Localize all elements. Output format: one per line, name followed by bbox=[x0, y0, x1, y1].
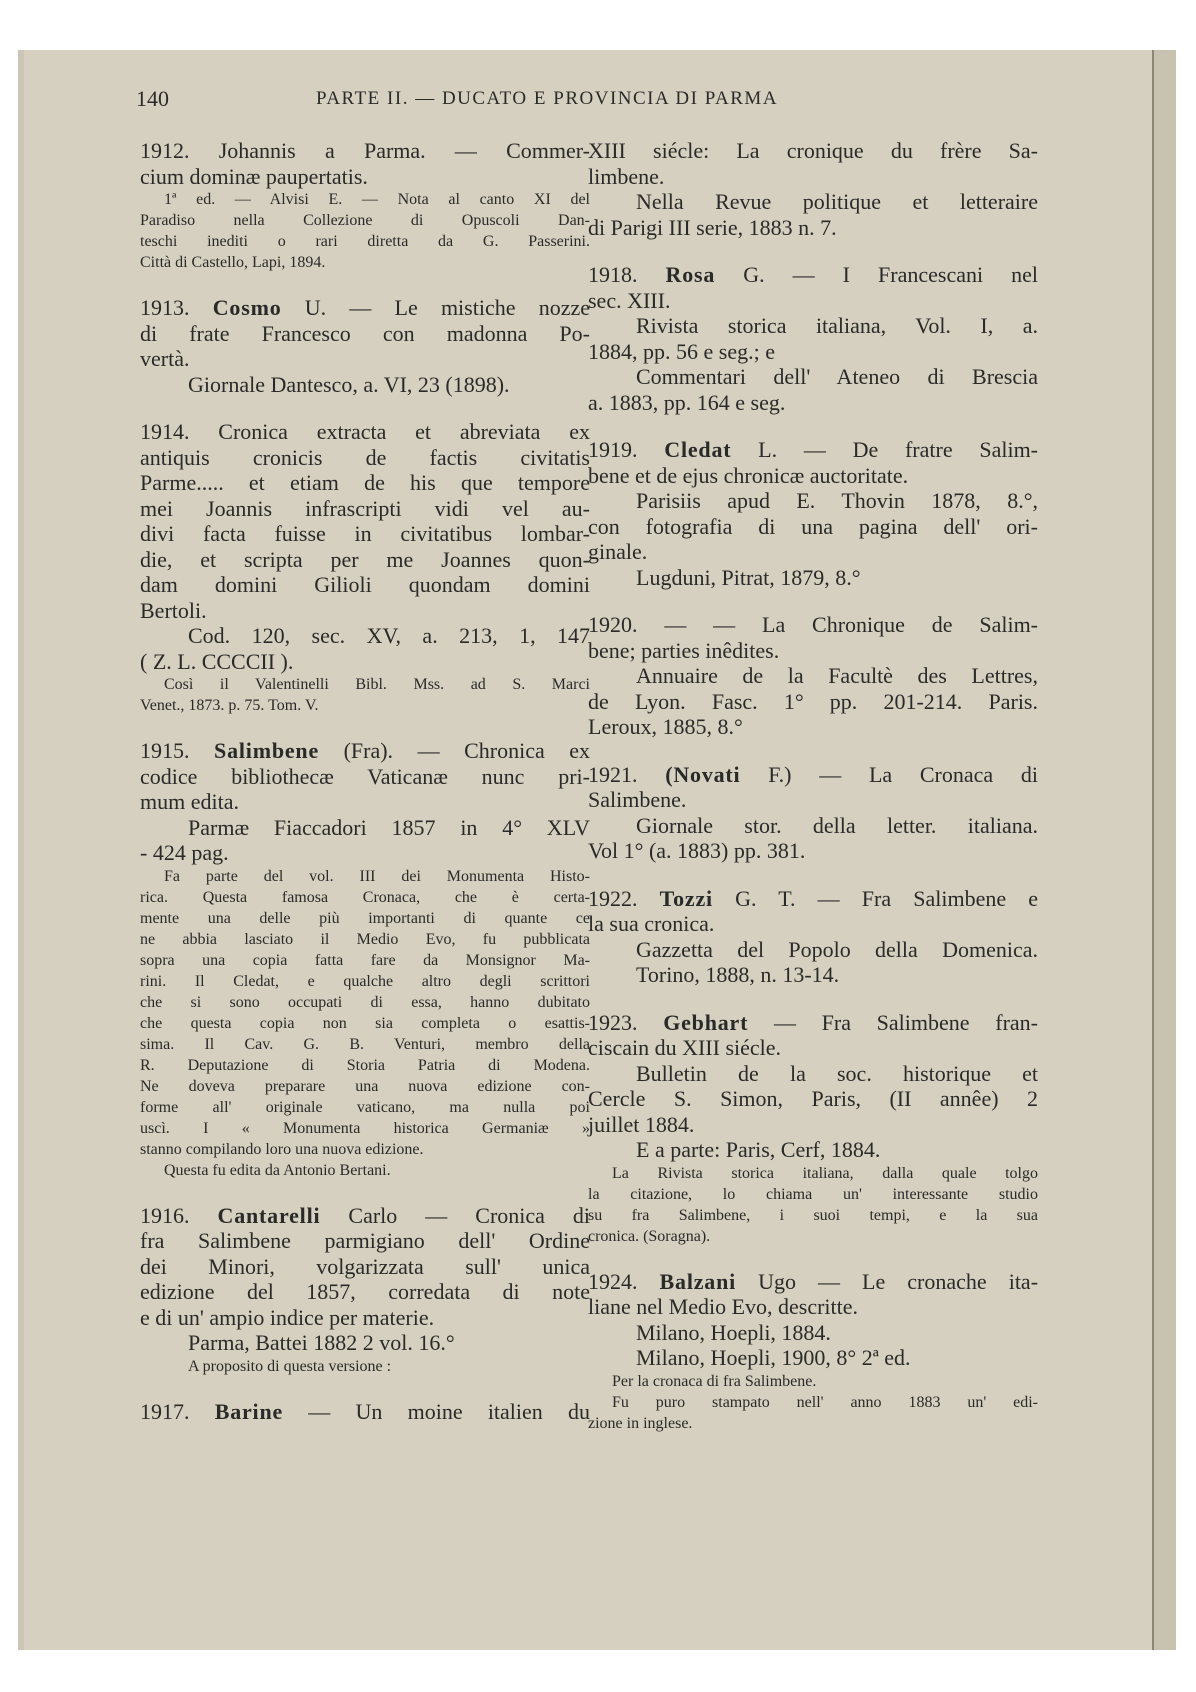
entry-note-line bbox=[588, 1205, 1038, 1226]
line-text: Vol 1° (a. 1883) pp. 381. bbox=[588, 838, 806, 863]
entry-number: 1924. bbox=[588, 1268, 638, 1294]
entry-number: 1913. bbox=[140, 295, 190, 320]
entry-text-line bbox=[588, 1061, 1038, 1087]
line-text: Salimbene. bbox=[588, 787, 687, 812]
line-text: sopra una copia fatta fare da Monsignor Ma- bbox=[140, 951, 590, 969]
entry-text-line bbox=[140, 346, 590, 372]
line-text: zione in inglese. bbox=[588, 1414, 693, 1432]
running-title: PARTE II. — DUCATO E PROVINCIA DI PARMA bbox=[316, 88, 779, 109]
line-text: mum edita. bbox=[140, 789, 239, 814]
entry-text-line bbox=[588, 838, 1038, 864]
entry-author: Cosmo bbox=[212, 295, 282, 320]
entry-number: 1918. bbox=[588, 262, 638, 287]
bibliography-entry bbox=[140, 295, 590, 397]
entry-note-line bbox=[140, 1097, 590, 1118]
entry-text-line bbox=[588, 689, 1038, 715]
entry-note-line bbox=[140, 210, 590, 231]
entry-note-line bbox=[588, 1184, 1038, 1205]
line-text: vertà. bbox=[140, 346, 190, 371]
entry-number: 1922. bbox=[588, 885, 638, 911]
bibliography-entry bbox=[140, 138, 590, 273]
entry-text-line bbox=[588, 911, 1038, 937]
entry-note-line bbox=[140, 1013, 590, 1034]
line-text: bene et de ejus chronicæ auctoritate. bbox=[588, 462, 909, 488]
line-text: sima. Il Cav. G. B. Venturi, membro della bbox=[140, 1035, 590, 1053]
page-header bbox=[136, 82, 1036, 116]
line-text: La Rivista storica italiana, dalla quale tolgo bbox=[612, 1164, 1038, 1182]
line-text: E a parte: Paris, Cerf, 1884. bbox=[636, 1137, 881, 1162]
entry-author: Salimbene bbox=[214, 738, 320, 763]
line-text: ( Z. L. CCCCII ). bbox=[140, 648, 294, 674]
line-text: fra Salimbene parmigiano dell' Ordine bbox=[140, 1228, 590, 1253]
line-text: 1884, pp. 56 e seg.; e bbox=[588, 338, 775, 364]
entry-text-line bbox=[140, 547, 590, 573]
line-text: Fa parte del vol. III dei Monumenta Histo- bbox=[164, 867, 590, 885]
line-text: ginale. bbox=[588, 539, 648, 564]
line-text: Ugo — Le cronache ita- bbox=[758, 1268, 1039, 1294]
line-text: 1ª ed. — Alvisi E. — Nota al canto XI del bbox=[164, 191, 590, 208]
entry-number: 1915. bbox=[140, 738, 190, 763]
line-text: XIII siécle: La cronique du frère Sa- bbox=[588, 138, 1038, 163]
entry-text-line bbox=[140, 521, 590, 547]
bibliography-entry bbox=[588, 262, 1038, 415]
line-text: Leroux, 1885, 8.° bbox=[588, 714, 743, 739]
entry-text-line bbox=[588, 1320, 1038, 1346]
line-text: la citazione, lo chiama un' interessante studio bbox=[588, 1185, 1038, 1203]
line-text: Rivista storica italiana, Vol. I, a. bbox=[636, 313, 1038, 338]
line-text: teschi inediti o rari diretta da G. Passerini. bbox=[140, 233, 590, 250]
entry-text-line bbox=[140, 840, 590, 866]
entry-text-line bbox=[140, 1279, 590, 1305]
entry-text-line bbox=[588, 787, 1038, 813]
entry-note-line bbox=[588, 1226, 1038, 1247]
line-text: — Fra Salimbene fran- bbox=[773, 1009, 1038, 1035]
line-text: ne abbia lasciato il Medio Evo, fu pubblicata bbox=[140, 930, 590, 948]
line-text: Parmæ Fiaccadori 1857 in 4° XLV bbox=[188, 814, 590, 840]
line-text: dam domini Gilioli quondam domini bbox=[140, 572, 590, 597]
entry-note-line bbox=[140, 1160, 590, 1181]
line-text: — — La Chronique de Salim- bbox=[664, 612, 1039, 637]
line-text: Cercle S. Simon, Paris, (II annêe) 2 bbox=[588, 1086, 1038, 1111]
bibliography-entry bbox=[588, 1269, 1038, 1434]
entry-text-line bbox=[588, 612, 1038, 638]
entry-text-line bbox=[140, 623, 590, 649]
left-column bbox=[140, 138, 590, 1446]
entry-text-line bbox=[588, 886, 1038, 912]
line-text: Questa fu edita da Antonio Bertani. bbox=[164, 1161, 391, 1179]
line-text: Parme..... et etiam de his que tempore bbox=[140, 470, 590, 495]
entry-text-line bbox=[140, 1399, 590, 1425]
line-text: de Lyon. Fasc. 1° pp. 201-214. Paris. bbox=[588, 688, 1038, 714]
line-text: U. — Le mistiche nozze bbox=[304, 295, 590, 320]
line-text: rini. Il Cledat, e qualche altro degli scrittori bbox=[140, 972, 590, 990]
line-text: Cronica extracta et abreviata ex bbox=[218, 419, 590, 444]
line-text: Bertoli. bbox=[140, 597, 207, 623]
entry-text-line bbox=[588, 1345, 1038, 1371]
bibliography-entry bbox=[588, 612, 1038, 740]
entry-text-line bbox=[588, 437, 1038, 463]
bibliography-entry bbox=[588, 886, 1038, 988]
line-text: - 424 pag. bbox=[140, 840, 229, 865]
line-text: G. T. — Fra Salimbene e bbox=[735, 885, 1039, 911]
line-text: e di un' ampio indice per materie. bbox=[140, 1304, 435, 1330]
line-text: sec. XIII. bbox=[588, 287, 671, 313]
line-text: divi facta fuisse in civitatibus lombar- bbox=[140, 521, 590, 546]
entry-number: 1920. bbox=[588, 612, 638, 637]
entry-author: Gebhart bbox=[663, 1009, 749, 1035]
entry-text-line bbox=[588, 488, 1038, 514]
bibliography-entry bbox=[140, 419, 590, 716]
entry-note-line bbox=[588, 1392, 1038, 1413]
line-text: Milano, Hoepli, 1884. bbox=[636, 1319, 831, 1345]
line-text: G. — I Francescani nel bbox=[743, 262, 1038, 287]
entry-note-line bbox=[140, 189, 590, 210]
line-text: la sua cronica. bbox=[588, 911, 715, 936]
entry-text-line bbox=[140, 138, 590, 164]
entry-text-line bbox=[588, 539, 1038, 565]
line-text: Commentari dell' Ateneo di Brescia bbox=[636, 364, 1038, 389]
entry-author: Cantarelli bbox=[217, 1202, 321, 1228]
line-text: Ne doveva preparare una nuova edizione con- bbox=[140, 1077, 590, 1095]
entry-note-line bbox=[140, 1118, 590, 1139]
bibliography-entry bbox=[588, 138, 1038, 240]
line-text: su fra Salimbene, i suoi tempi, e la sua bbox=[588, 1206, 1038, 1224]
entry-note-line bbox=[140, 1055, 590, 1076]
entry-text-line bbox=[588, 813, 1038, 839]
line-text: forme all' originale vaticano, ma nulla poi bbox=[140, 1098, 590, 1116]
line-text: Fu puro stampato nell' anno 1883 un' edi- bbox=[612, 1393, 1038, 1411]
line-text: Annuaire de la Facultè des Lettres, bbox=[636, 663, 1038, 688]
entry-text-line bbox=[588, 1137, 1038, 1163]
entry-note-line bbox=[588, 1163, 1038, 1184]
entry-text-line bbox=[140, 572, 590, 598]
line-text: dei Minori, volgarizzata sull' unica bbox=[140, 1253, 590, 1279]
entry-note-line bbox=[140, 887, 590, 908]
line-text: Parisiis apud E. Thovin 1878, 8.°, bbox=[636, 488, 1038, 513]
entry-note-line bbox=[140, 695, 590, 716]
entry-text-line bbox=[588, 364, 1038, 390]
entry-text-line bbox=[140, 445, 590, 471]
entry-text-line bbox=[588, 189, 1038, 215]
line-text: liane nel Medio Evo, descritte. bbox=[588, 1294, 859, 1319]
line-text: (Fra). — Chronica ex bbox=[343, 738, 591, 763]
entry-text-line bbox=[588, 215, 1038, 241]
entry-text-line bbox=[588, 262, 1038, 288]
entry-author: Rosa bbox=[665, 262, 716, 287]
line-text: uscì. I « Monumenta historica Germaniæ » bbox=[140, 1119, 590, 1137]
entry-text-line bbox=[588, 138, 1038, 164]
bibliography-entry bbox=[140, 1203, 590, 1377]
line-text: edizione del 1857, corredata di note bbox=[140, 1279, 590, 1304]
entry-note-line bbox=[588, 1413, 1038, 1434]
bibliography-entry bbox=[588, 762, 1038, 864]
entry-text-line bbox=[140, 295, 590, 321]
line-text: Paradiso nella Collezione di Opuscoli Dan- bbox=[140, 212, 590, 229]
entry-note-line bbox=[140, 1034, 590, 1055]
entry-text-line bbox=[588, 937, 1038, 963]
line-text: Carlo — Cronica di bbox=[348, 1202, 591, 1228]
entry-text-line bbox=[588, 463, 1038, 489]
entry-note-line bbox=[140, 674, 590, 695]
line-text: Parma, Battei 1882 2 vol. 16.° bbox=[188, 1330, 455, 1355]
line-text: codice bibliothecæ Vaticanæ nunc pri- bbox=[140, 763, 590, 789]
line-text: Johannis a Parma. — Commer- bbox=[218, 138, 591, 163]
entry-text-line bbox=[140, 321, 590, 347]
entry-note-line bbox=[588, 1371, 1038, 1392]
entry-note-line bbox=[140, 231, 590, 252]
line-text: — Un moine italien du bbox=[308, 1398, 591, 1424]
bibliography-entry bbox=[140, 738, 590, 1181]
line-text: juillet 1884. bbox=[588, 1111, 695, 1137]
line-text: Torino, 1888, n. 13-14. bbox=[636, 962, 840, 987]
entry-author: Barine bbox=[214, 1398, 284, 1424]
entry-text-line bbox=[140, 649, 590, 675]
bibliography-entry bbox=[140, 1399, 590, 1425]
line-text: Città di Castello, Lapi, 1894. bbox=[140, 254, 326, 271]
entry-text-line bbox=[588, 714, 1038, 740]
line-text: Giornale stor. della letter. italiana. bbox=[636, 812, 1038, 838]
entry-text-line bbox=[140, 598, 590, 624]
entry-text-line bbox=[588, 514, 1038, 540]
line-text: L. — De fratre Salim- bbox=[758, 437, 1039, 462]
entry-note-line bbox=[140, 929, 590, 950]
line-text: mente una delle più importanti di quante ce bbox=[140, 909, 590, 927]
line-text: bene; parties inêdites. bbox=[588, 637, 780, 663]
entry-text-line bbox=[140, 419, 590, 445]
entry-text-line bbox=[588, 339, 1038, 365]
entry-text-line bbox=[588, 1112, 1038, 1138]
line-text: ciscain du XIII siécle. bbox=[588, 1035, 782, 1060]
entry-text-line bbox=[140, 1203, 590, 1229]
line-text: rica. Questa famosa Cronaca, che è certa- bbox=[140, 888, 590, 906]
entry-note-line bbox=[140, 992, 590, 1013]
entry-number: 1916. bbox=[140, 1202, 190, 1228]
entry-number: 1917. bbox=[140, 1398, 190, 1424]
entry-note-line bbox=[140, 908, 590, 929]
entry-text-line bbox=[588, 762, 1038, 788]
line-text: che questa copia non sia completa o esattis- bbox=[140, 1014, 590, 1032]
entry-text-line bbox=[588, 663, 1038, 689]
line-text: cronica. (Soragna). bbox=[588, 1227, 711, 1245]
line-text: limbene. bbox=[588, 163, 665, 189]
entry-author: Cledat bbox=[664, 437, 732, 462]
entry-text-line bbox=[588, 1269, 1038, 1295]
line-text: Così il Valentinelli Bibl. Mss. ad S. Marci bbox=[164, 676, 590, 693]
entry-text-line bbox=[140, 1305, 590, 1331]
entry-text-line bbox=[140, 789, 590, 815]
line-text: Venet., 1873. p. 75. Tom. V. bbox=[140, 697, 319, 714]
entry-text-line bbox=[140, 164, 590, 190]
line-text: stanno compilando loro una nuova edizione. bbox=[140, 1140, 424, 1158]
entry-text-line bbox=[140, 738, 590, 764]
line-text: A proposito di questa versione : bbox=[188, 1357, 392, 1375]
entry-note-line bbox=[140, 971, 590, 992]
entry-text-line bbox=[140, 372, 590, 398]
line-text: che si sono occupati di essa, hanno dubitato bbox=[140, 993, 590, 1011]
entry-note-line bbox=[140, 252, 590, 273]
entry-number: 1914. bbox=[140, 419, 190, 444]
line-text: cium dominæ paupertatis. bbox=[140, 163, 368, 189]
entry-author: Tozzi bbox=[659, 885, 713, 911]
line-text: Lugduni, Pitrat, 1879, 8.° bbox=[636, 564, 861, 590]
entry-number: 1912. bbox=[140, 138, 190, 163]
line-text: Gazzetta del Popolo della Domenica. bbox=[636, 936, 1038, 962]
line-text: antiquis cronicis de factis civitatis bbox=[140, 444, 590, 470]
line-text: mei Joannis infrascripti vidi vel au- bbox=[140, 495, 590, 521]
entry-text-line bbox=[140, 1330, 590, 1356]
line-text: di frate Francesco con madonna Po- bbox=[140, 320, 590, 346]
entry-author: (Novati bbox=[665, 761, 741, 787]
entry-note-line bbox=[140, 950, 590, 971]
entry-note-line bbox=[140, 1076, 590, 1097]
entry-note-line bbox=[140, 1356, 590, 1377]
entry-text-line bbox=[588, 565, 1038, 591]
entry-text-line bbox=[588, 1086, 1038, 1112]
line-text: con fotografia di una pagina dell' ori- bbox=[588, 513, 1038, 539]
entry-text-line bbox=[140, 496, 590, 522]
entry-text-line bbox=[140, 764, 590, 790]
entry-note-line bbox=[140, 1139, 590, 1160]
line-text: Cod. 120, sec. XV, a. 213, 1, 147 bbox=[188, 623, 590, 648]
entry-text-line bbox=[140, 1254, 590, 1280]
line-text: Per la cronaca di fra Salimbene. bbox=[612, 1372, 817, 1390]
line-text: Milano, Hoepli, 1900, 8° 2ª ed. bbox=[636, 1345, 911, 1370]
entry-text-line bbox=[140, 815, 590, 841]
entry-number: 1919. bbox=[588, 437, 638, 462]
entry-text-line bbox=[588, 1035, 1038, 1061]
entry-text-line bbox=[140, 470, 590, 496]
entry-text-line bbox=[588, 1294, 1038, 1320]
line-text: Nella Revue politique et letteraire bbox=[636, 189, 1038, 214]
entry-text-line bbox=[588, 1010, 1038, 1036]
line-text: Giornale Dantesco, a. VI, 23 (1898). bbox=[188, 371, 510, 397]
page-number: 140 bbox=[136, 86, 169, 111]
line-text: F.) — La Cronaca di bbox=[768, 761, 1038, 787]
entry-text-line bbox=[588, 164, 1038, 190]
line-text: Bulletin de la soc. historique et bbox=[636, 1060, 1038, 1086]
line-text: R. Deputazione di Storia Patria di Modena. bbox=[140, 1056, 590, 1074]
entry-number: 1921. bbox=[588, 761, 638, 787]
line-text: die, et scripta per me Joannes quon- bbox=[140, 546, 590, 572]
line-text: di Parigi III serie, 1883 n. 7. bbox=[588, 214, 837, 240]
entry-text-line bbox=[588, 962, 1038, 988]
entry-text-line bbox=[588, 288, 1038, 314]
entry-text-line bbox=[588, 638, 1038, 664]
bibliography-entry bbox=[588, 437, 1038, 590]
entry-text-line bbox=[140, 1228, 590, 1254]
bibliography-entry bbox=[588, 1010, 1038, 1247]
entry-number: 1923. bbox=[588, 1009, 638, 1035]
entry-text-line bbox=[588, 390, 1038, 416]
entry-author: Balzani bbox=[659, 1268, 737, 1294]
page-edge bbox=[1152, 50, 1176, 1650]
entry-text-line bbox=[588, 313, 1038, 339]
line-text: a. 1883, pp. 164 e seg. bbox=[588, 389, 786, 415]
right-column bbox=[588, 138, 1038, 1456]
entry-note-line bbox=[140, 866, 590, 887]
